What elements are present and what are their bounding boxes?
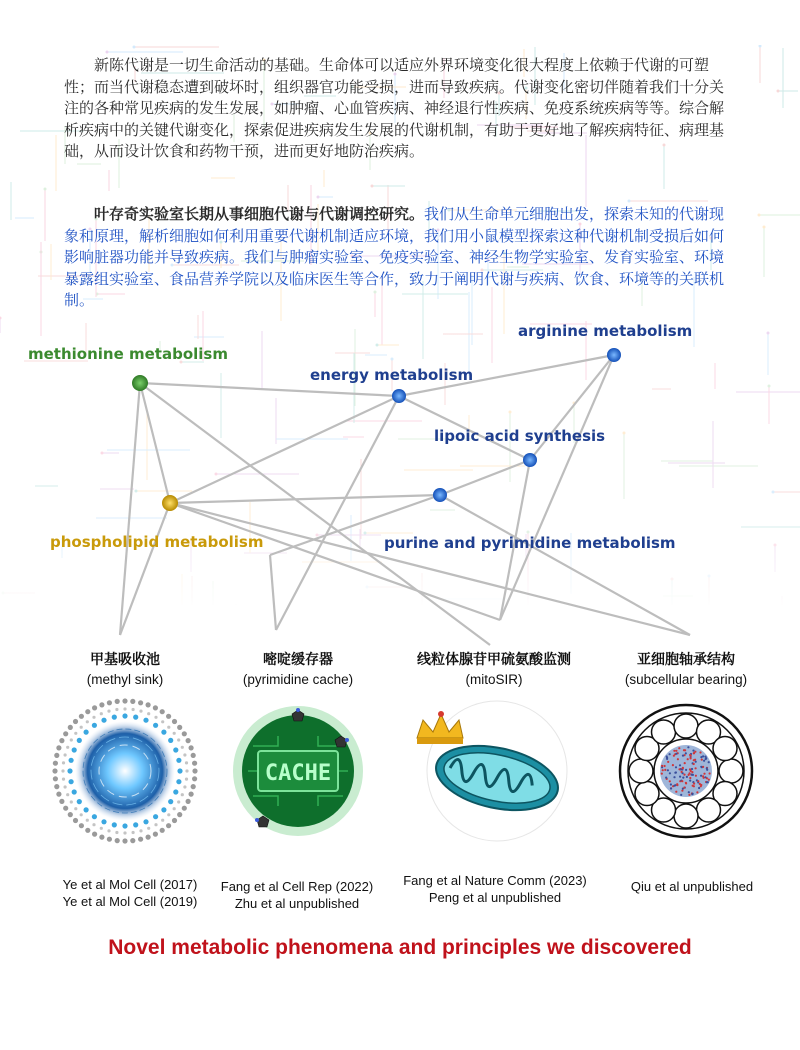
methionine-node [132, 375, 148, 391]
card-title-zh: 线粒体腺苷甲硫氨酸监测 [417, 652, 571, 668]
lab-intro-lead: 叶存奇实验室长期从事细胞代谢与代谢调控研究。 [94, 205, 425, 223]
refs-subcellular-bearing: Qiu et al unpublished [630, 879, 754, 894]
lipoic-label: lipoic acid synthesis [434, 427, 606, 445]
card-title-zh: 嘧啶缓存器 [263, 652, 333, 668]
card-title-en: (methyl sink) [86, 672, 164, 687]
refs-pyrimidine-cache: Fang et al Cell Rep (2022) Zhu et al unpublished [220, 879, 374, 911]
purine-node [433, 488, 447, 502]
card-title-zh: 甲基吸收池 [90, 652, 160, 668]
lipoic-node [523, 453, 537, 467]
discovery-card-pyrimidine-cache [213, 650, 383, 846]
phospholipid-node [162, 495, 178, 511]
purine-label: purine and pyrimidine metabolism [384, 534, 676, 552]
energy-label: energy metabolism [310, 366, 474, 384]
arginine-label: arginine metabolism [518, 322, 693, 340]
card-title-en: (subcellular bearing) [624, 672, 748, 687]
methyl-sink-icon [50, 696, 200, 846]
card-title-zh: 亚细胞轴承结构 [637, 652, 735, 668]
phospholipid-label: phospholipid metabolism [50, 533, 264, 551]
bearing-icon [611, 696, 761, 846]
mitochondrion-crown-icon [409, 696, 579, 846]
refs-methyl-sink: Ye et al Mol Cell (2017) Ye et al Mol Cell (2019) [62, 877, 198, 909]
discovery-card-methyl-sink [40, 650, 210, 846]
cache-chip-icon [223, 696, 373, 846]
energy-node [392, 389, 406, 403]
card-title-en: (pyrimidine cache) [242, 672, 354, 687]
card-title-en: (mitoSIR) [465, 672, 523, 687]
methionine-label: methionine metabolism [28, 345, 228, 363]
discovery-card-subcellular-bearing [601, 650, 771, 846]
refs-mitosir: Fang et al Nature Comm (2023) Peng et al unpublished [403, 873, 587, 905]
cache-chip-text: CACHE [264, 761, 332, 786]
intro-paragraph-1: 新陈代谢是一切生命活动的基础。生命体可以适应外界环境变化很大程度上依赖于代谢的可塑性；而当代谢稳态遭到破坏时，组织器官功能受损，进而导致疾病。代谢变化密切伴随着我们十分关注的各种常见疾病的发生发展，如肿瘤、心血管疾病、神经退行性疾病、免疫系统疾病等等。综合解析疾病中的关键代谢变化，探索促进疾病发生发展的代谢机制，有助于更好地了解疾病特征、病理基础，从而设计饮食和药物干预，进而更好地防治疾病。 [64, 56, 725, 160]
arginine-node [607, 348, 621, 362]
discovery-card-mitosir [409, 650, 579, 846]
lab-intro-rest: 我们从生命单元细胞出发，探索未知的代谢现象和原理，解析细胞如何利用重要代谢机制适应环境，我们用小鼠模型探索这种代谢机制受损后如何影响脏器功能并导致疾病。我们与肿瘤实验室、免疫实验室、神经生物学实验室、发育实验室、环境暴露组实验室、食品营养学院以及临床医生等合作，致力于阐明代谢与疾病、饮食、环境等的关联机制。 [64, 205, 725, 309]
footer-title: Novel metabolic phenomena and principles we discovered [108, 936, 692, 959]
